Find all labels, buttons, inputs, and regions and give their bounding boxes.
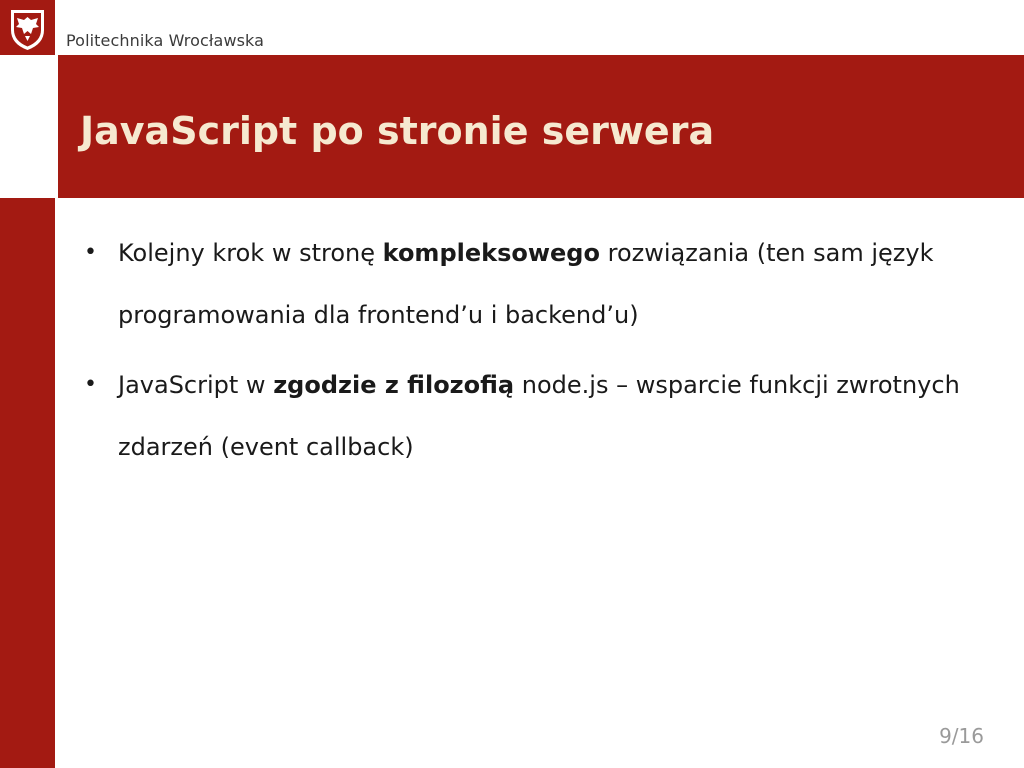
- left-strip-spacer: [0, 55, 55, 198]
- page-number: 9/16: [939, 724, 984, 748]
- eagle-crest-icon: [0, 0, 55, 55]
- slide-content: [84, 222, 999, 486]
- bullet-text: Kolejny krok w stronę: [118, 239, 383, 267]
- bullet-emphasis: kompleksowego: [382, 239, 600, 267]
- university-logo: [0, 0, 55, 55]
- bullet-item: [84, 222, 999, 346]
- bullet-emphasis: zgodzie z filozofią: [273, 371, 515, 399]
- organization-name: Politechnika Wrocławska: [66, 31, 265, 50]
- bullet-marker: •: [84, 372, 97, 397]
- left-divider: [55, 198, 58, 768]
- bullet-text: node.js – wsparcie funkcji zwrotnych zdarzeń (event callback): [118, 371, 960, 461]
- bullet-list: [84, 222, 999, 478]
- bullet-text: rozwiązania (ten sam język programowania dla frontend’u i backend’u): [118, 239, 934, 329]
- bullet-marker: •: [84, 240, 97, 265]
- bullet-text: JavaScript w: [118, 371, 274, 399]
- header-bar: [0, 0, 1024, 55]
- left-accent-strip: [0, 198, 55, 768]
- bullet-item: [84, 354, 999, 478]
- slide-title: JavaScript po stronie serwera: [80, 109, 715, 153]
